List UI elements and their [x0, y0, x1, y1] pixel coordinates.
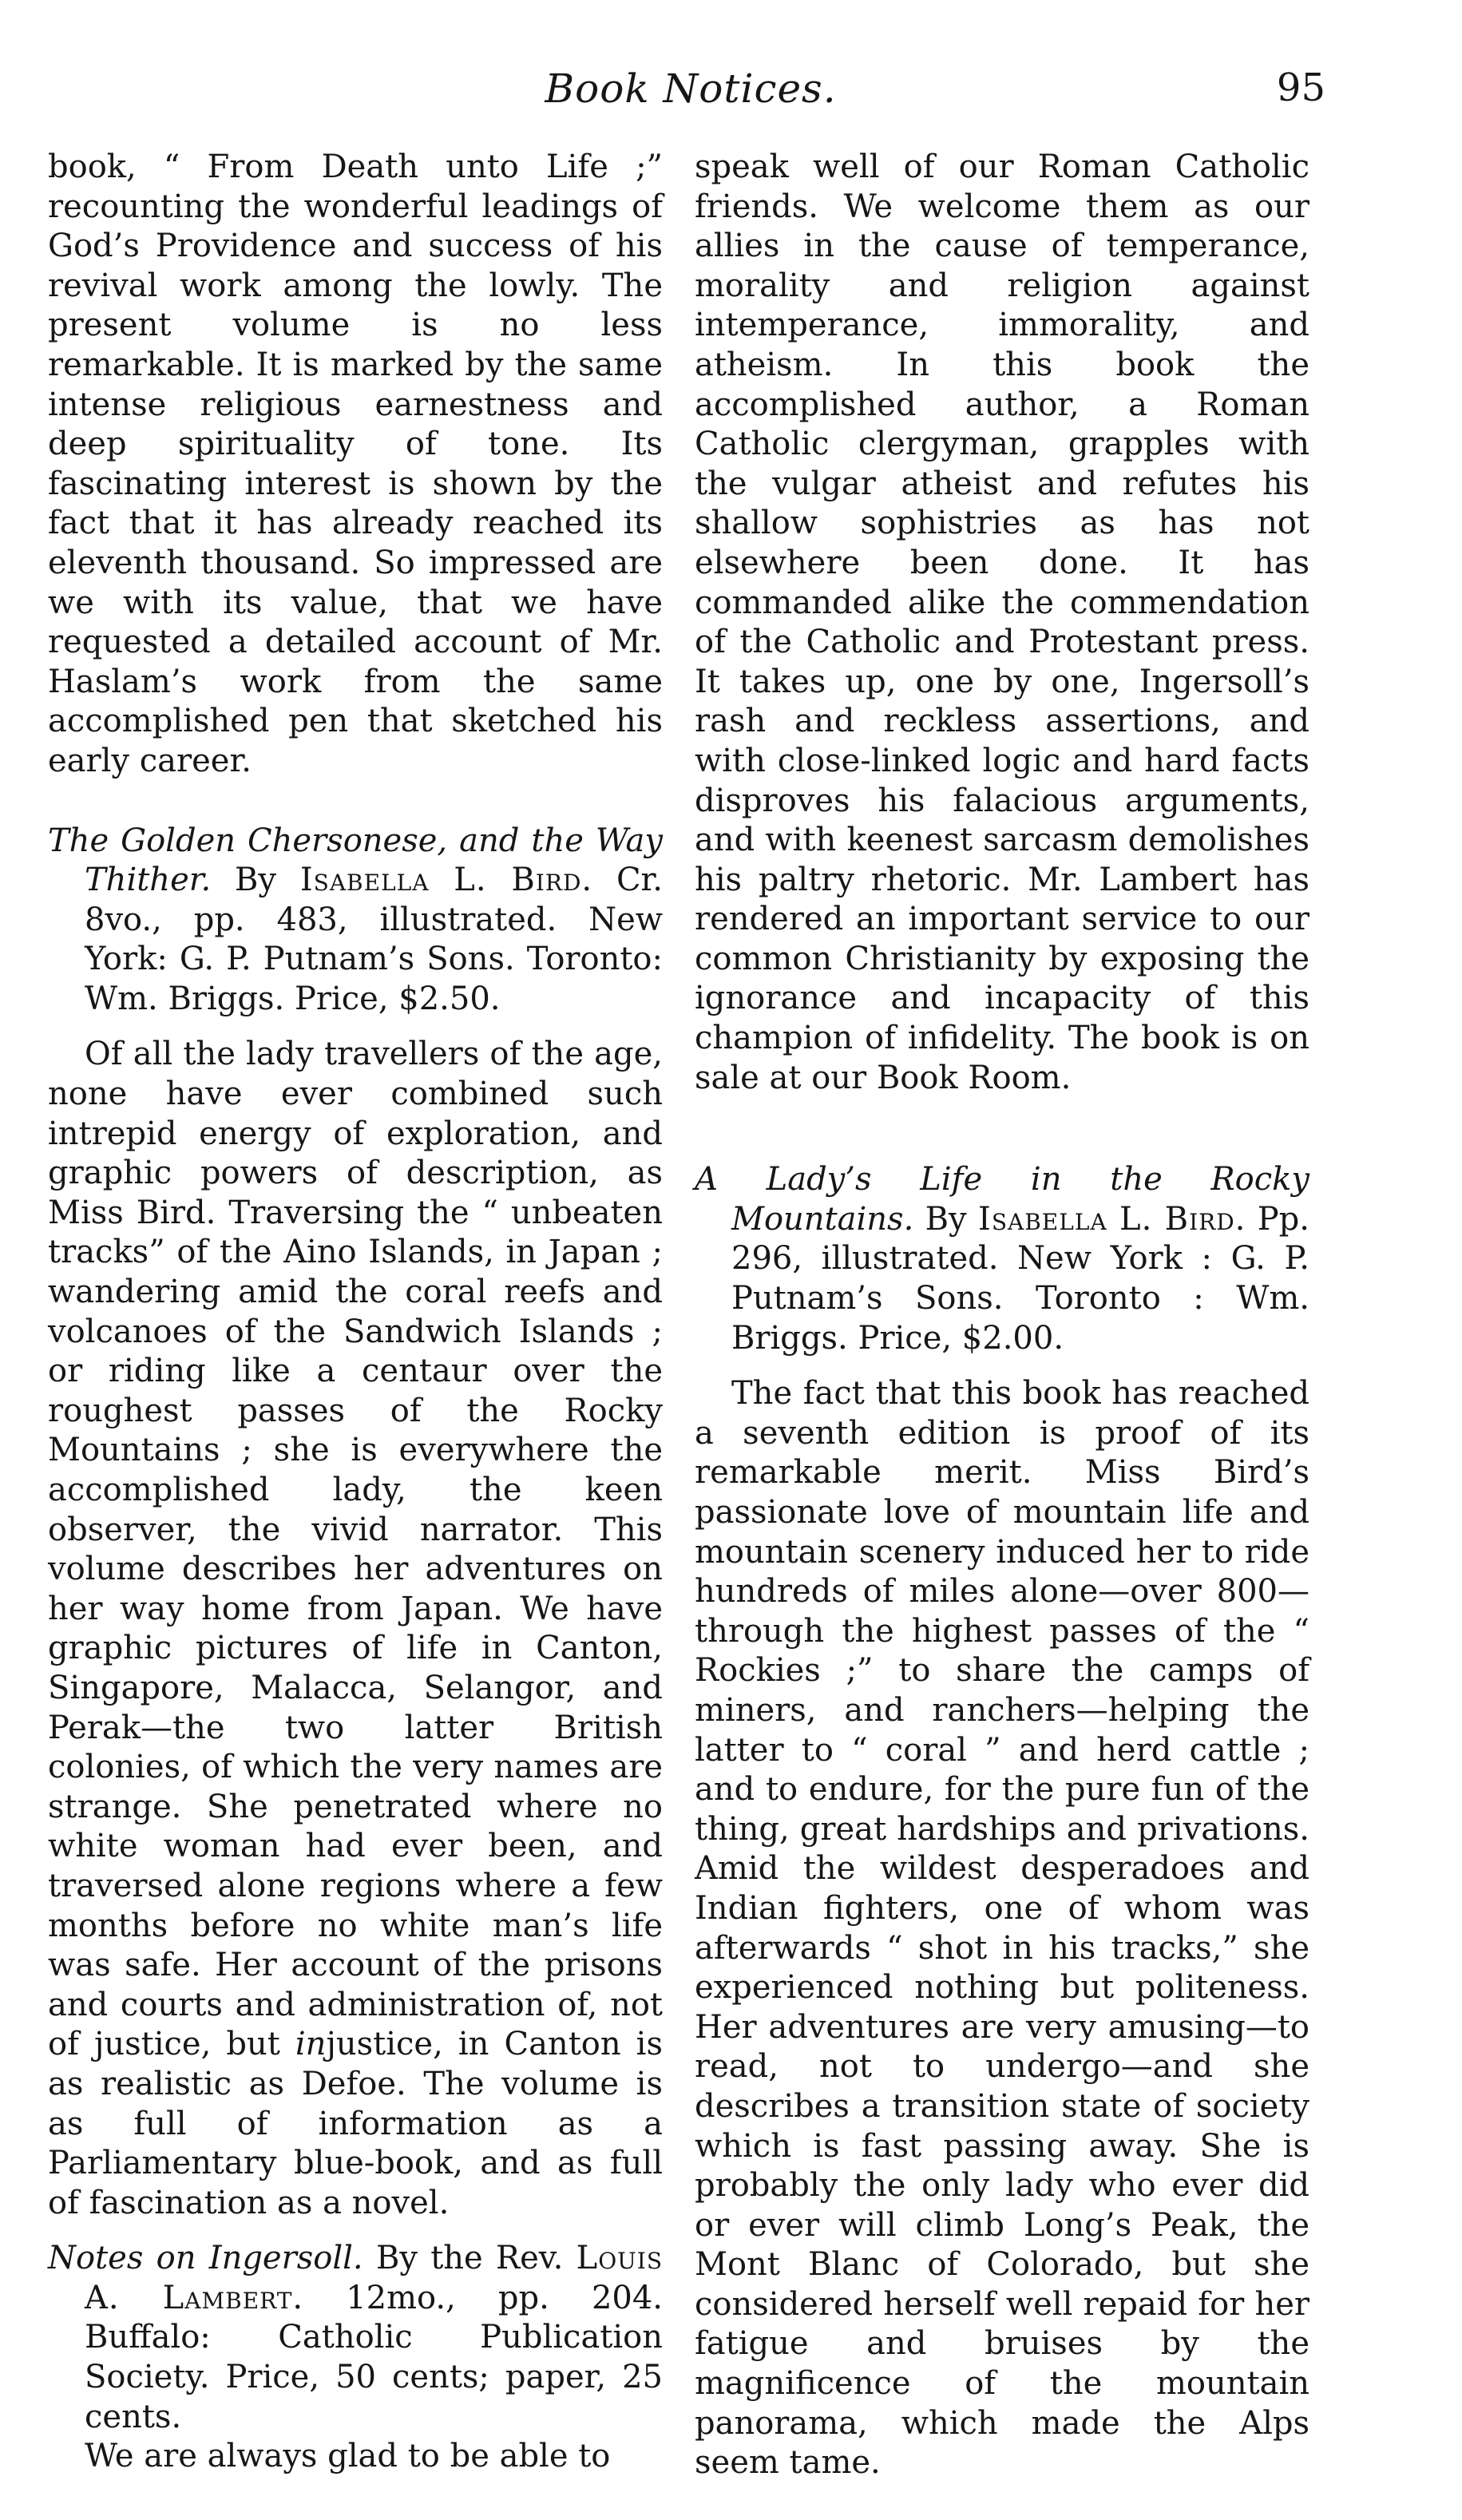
review-text-end: justice, in Canton is as realistic as Defoe. The volume is as full of information as a Parliamentary blue-book, and as full of fascination as a novel. — [48, 2026, 663, 2221]
publication-details: Pp. 296, illustrated. New York : G. P. Putnam’s Sons. Toronto : Wm. Briggs. Price, $2.00. — [731, 1200, 1309, 1357]
right-column — [695, 148, 1309, 2483]
page-number: 95 — [1276, 65, 1325, 110]
review-text: Of all the lady travellers of the age, none have ever combined such intrepid energy of exploration, and graphic powers of description, as Miss Bird. Traversing the “ unbeaten tracks” of the Aino Islands, in Japan ; wandering amid the coral reefs and volcanoes of the Sandwich Islands ; or riding like a centaur over the roughest passes of the Rocky Mountains ; she is everywhere the accomplished lady, the keen observer, the vivid narrator. This volume describes her adventures on her way home from Japan. We have graphic pictures of life in Canton, Singapore, Malacca, Selangor, and Perak—the two latter British colonies, of which the very names are strange. She penetrated where no white woman had ever been, and traversed alone regions where a few months before no white man’s life was safe. Her account of the prisons and courts and administration of, not of justice, but — [48, 1036, 663, 2063]
golden-chersonese-heading — [48, 822, 663, 1020]
publication-details: 12mo., pp. 204. Buffalo: Catholic Publication Society. Price, 50 cents; paper, 25 cents. — [85, 2279, 663, 2435]
book-author: Isabella L. Bird. — [299, 862, 593, 899]
rocky-mountains-heading — [695, 1160, 1309, 1358]
ingersoll-review-continuation: speak well of our Roman Catholic friends. We welcome them as our allies in the cause of temperance, morality and religion against intemperance, immorality, and atheism. In this book the accomplished author, a Roman Catholic clergyman, grapples with the vulgar atheist and refutes his shallow sophistries as has not elsewhere been done. It has commanded alike the commendation of the Catholic and Protestant press. It takes up, one by one, Ingersoll’s rash and reckless assertions, and with close-linked logic and hard facts disproves his falacious arguments, and with keenest sarcasm demolishes his paltry rhetoric. Mr. Lambert has rendered an important service to our common Christianity by exposing the ignorance and incapacity of this champion of infidelity. The book is on sale at our Book Room. — [695, 149, 1309, 1096]
golden-chersonese-review — [48, 1035, 663, 2223]
book-author: Louis A. Lambert. — [85, 2240, 664, 2316]
emphasis: in — [295, 2026, 327, 2063]
book-title: A Lady’s Life in the Rocky Mountains. — [695, 1161, 1309, 1238]
publication-details: Cr. 8vo., pp. 483, illustrated. New York: G. P. Putnam’s Sons. Toronto: Wm. Briggs. Price, $2.50. — [85, 862, 663, 1017]
by-label: By — [925, 1200, 967, 1238]
rocky-mountains-review: The fact that this book has reached a seventh edition is proof of its remarkable merit. Miss Bird’s passionate love of mountain life and mountain scenery induced her to ride hundreds of miles alone—over 800—through the highest passes of the “ Rockies ;” to share the camps of miners, and ranchers—helping the latter to “ coral ” and herd cattle ; and to endure, for the pure fun of the thing, great hardships and privations. Amid the wildest desperadoes and Indian fighters, one of whom was afterwards “ shot in his tracks,” she experienced nothing but politeness. Her adventures are very amusing—to read, not to undergo—and she describes a transition state of society which is fast passing away. She is probably the only lady who ever did or ever will climb Long’s Peak, the Mont Blanc of Colorado, but she considered herself well repaid for her fatigue and bruises by the magnificence of the mountain panorama, which made the Alps seem tame. — [695, 1375, 1309, 2482]
haslam-notice-continuation: book, “ From Death unto Life ;” recounting the wonderful leadings of God’s Providence and success of his revival work among the lowly. The present volume is no less remarkable. It is marked by the same intense religious earnestness and deep spirituality of tone. Its fascinating interest is shown by the fact that it has already reached its eleventh thousand. So impressed are we with its value, that we have requested a detailed account of Mr. Haslam’s work from the same accomplished pen that sketched his early career. — [48, 149, 663, 779]
page-header — [56, 48, 1325, 112]
by-label: By — [235, 862, 277, 899]
book-title: The Golden Chersonese, and the Way Thither. — [48, 822, 663, 899]
left-column — [48, 148, 663, 2477]
running-title: Book Notices. — [545, 65, 837, 112]
ingersoll-heading — [48, 2239, 663, 2437]
by-label: By the Rev. — [375, 2240, 564, 2277]
ingersoll-review-start: We are always glad to be able to — [85, 2438, 611, 2475]
book-title: Notes on Ingersoll. — [48, 2240, 363, 2277]
book-author: Isabella L. Bird. — [978, 1200, 1246, 1238]
